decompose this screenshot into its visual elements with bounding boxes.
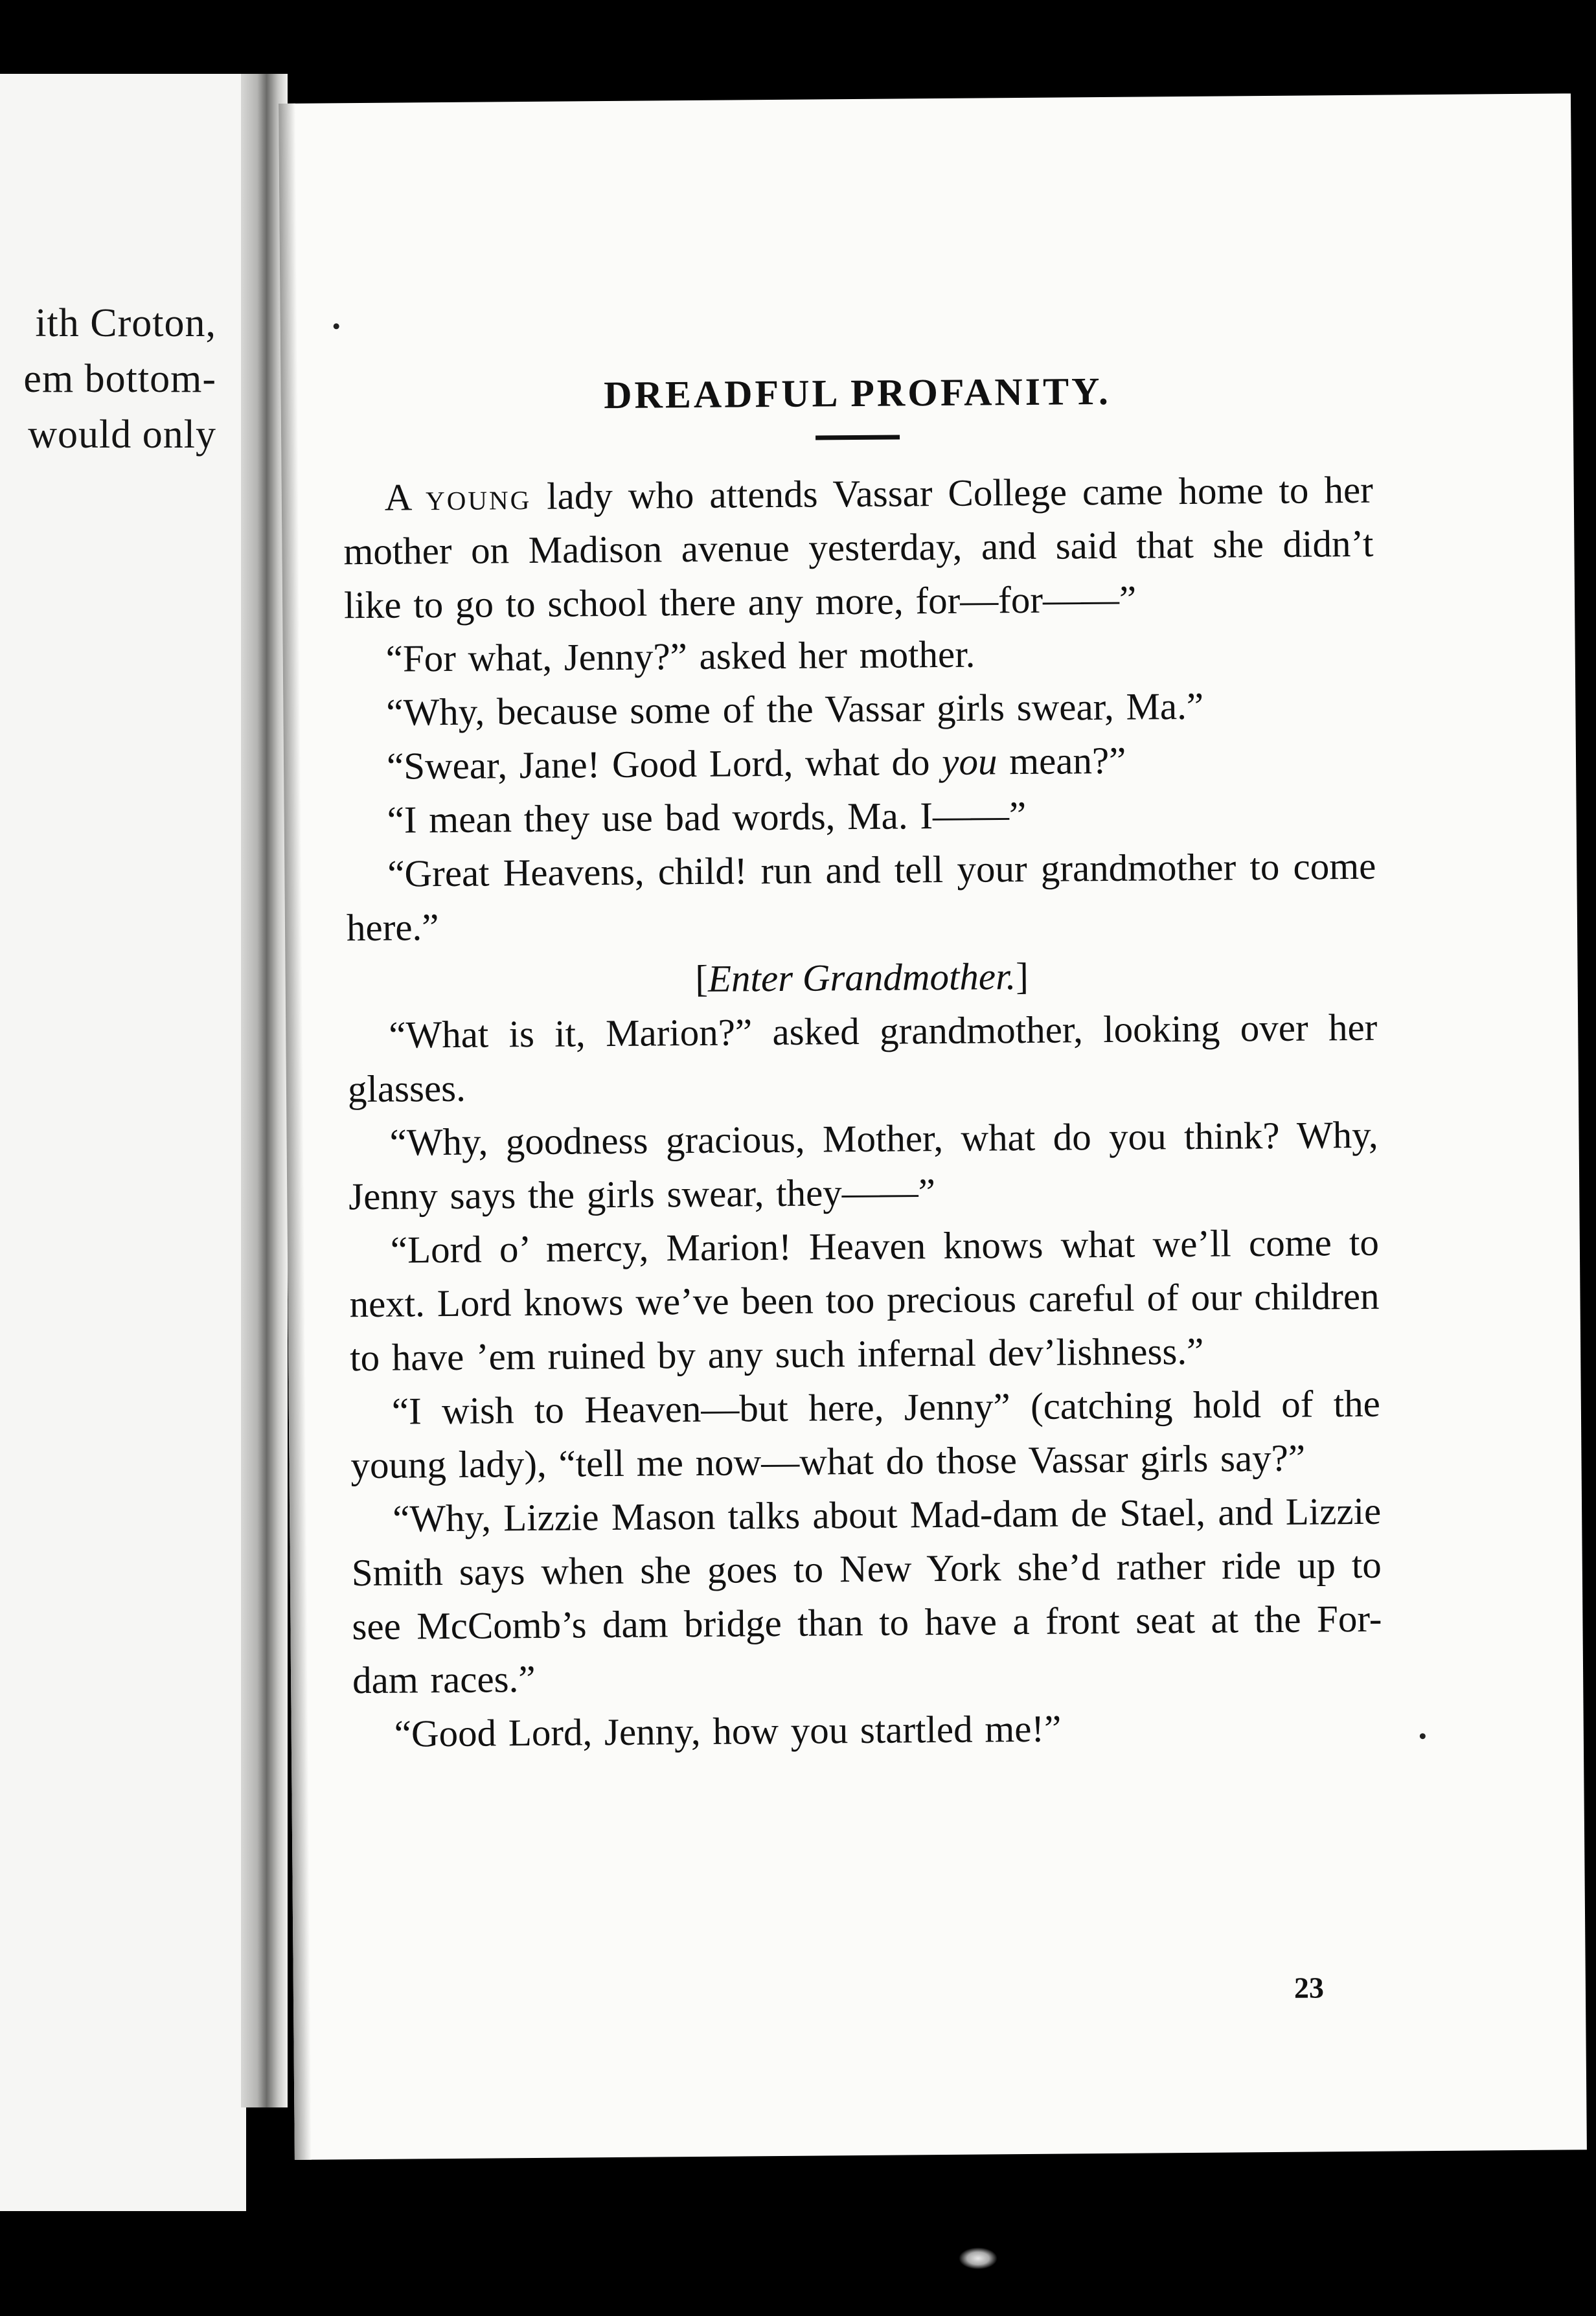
paragraph: “Why, goodness gracious, Mother, what do you think? Why, Jenny says the girls swear, they——” bbox=[348, 1113, 1378, 1218]
title-rule bbox=[815, 435, 900, 440]
bracket-close: ] bbox=[1015, 954, 1029, 998]
paragraph-text: lady who attends Vassar College came home to her mother on Madison avenue yesterday, and said that she didn’t like to go to school there any more, for—for——” bbox=[343, 468, 1374, 627]
paragraph: “For what, Jenny?” asked her mother. bbox=[385, 632, 975, 680]
paragraph: “Great Heavens, child! run and tell your grandmother to come here.” bbox=[346, 844, 1376, 949]
paragraph: “Why, because some of the Vassar girls swear, Ma.” bbox=[386, 684, 1204, 734]
left-page bbox=[0, 74, 246, 2211]
left-page-line: em bottom- bbox=[23, 357, 216, 401]
paragraph: “I mean they use bad words, Ma. I——” bbox=[387, 793, 1027, 841]
paragraph-text: mean?” bbox=[1009, 738, 1126, 783]
paragraph bbox=[345, 732, 1376, 793]
paragraph bbox=[343, 463, 1374, 632]
stage-direction bbox=[347, 947, 1377, 1008]
page-body bbox=[342, 367, 1383, 1761]
paragraph-smallcaps: young bbox=[425, 474, 532, 519]
scan-artifact-bottom bbox=[959, 2247, 998, 2269]
paragraph: “Why, Lizzie Mason talks about Mad-dam de Stael, and Lizzie Smith says when she goes to New York she’d rather ride up to see McComb’s dam bridge than to have a front seat at the For-dam races.” bbox=[351, 1489, 1382, 1702]
paragraph-text: “Swear, Jane! Good Lord, what do bbox=[386, 740, 930, 788]
paragraph: “Good Lord, Jenny, how you startled me!” bbox=[394, 1707, 1062, 1755]
scan-artifact-top bbox=[1153, 0, 1231, 26]
right-page bbox=[279, 93, 1587, 2160]
chapter-title: DREADFUL PROFANITY. bbox=[603, 369, 1112, 417]
page-number: 23 bbox=[1294, 1971, 1325, 2004]
left-page-line: would only bbox=[28, 413, 216, 457]
ink-speck bbox=[334, 323, 339, 329]
emphasized-word: you bbox=[941, 740, 998, 783]
paragraph: “What is it, Marion?” asked grandmother, looking over her glasses. bbox=[347, 1005, 1378, 1111]
stage-direction-text: Enter Grandmother. bbox=[707, 955, 1016, 1000]
ink-speck bbox=[1420, 1733, 1426, 1739]
bracket-open: [ bbox=[695, 957, 709, 1000]
paragraph-lead: A bbox=[384, 475, 411, 519]
paragraph: “Lord o’ mercy, Marion! Heaven knows what we’ll come to next. Lord knows we’ve been too precious careful of our children to have ’em ruined by any such infernal dev’lishness.” bbox=[349, 1220, 1380, 1379]
paragraph: “I wish to Heaven—but here, Jenny” (catching hold of the young lady), “tell me now—what do those Vassar girls say?” bbox=[350, 1381, 1381, 1487]
left-page-line: ith Croton, bbox=[35, 301, 216, 345]
